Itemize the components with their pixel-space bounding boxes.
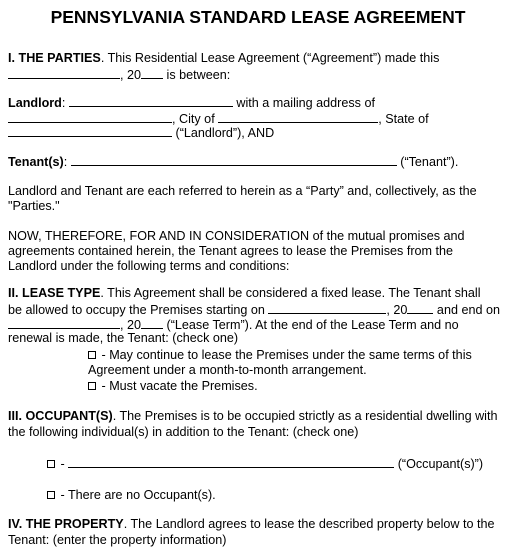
- parties-line-2: [8, 67, 230, 84]
- lease-start-year-field[interactable]: [407, 302, 433, 314]
- landlord-city-field[interactable]: [218, 111, 378, 123]
- tenant-alias: (“Tenant”).: [396, 155, 459, 169]
- consideration-3: Landlord under the following terms and conditions:: [8, 259, 290, 273]
- tenant-line: [8, 154, 458, 171]
- start-text: be allowed to occupy the Premises starting on: [8, 303, 265, 317]
- option1-text: - May continue to lease the Premises under the same terms of this: [98, 348, 472, 362]
- property-line-1: [8, 517, 495, 533]
- party-text-1: Landlord and Tenant are each referred to herein as a “Party” and, collectively, as the: [8, 184, 477, 198]
- end-text: and end on: [433, 303, 500, 317]
- tenant-name-field[interactable]: [71, 154, 397, 166]
- lease-option-2: [88, 379, 258, 395]
- occupants-line-2: the following individual(s) in addition to the Tenant: (check one): [8, 425, 359, 439]
- lease-type-heading: II. LEASE TYPE: [8, 286, 101, 300]
- between-text: is between:: [163, 68, 231, 82]
- party-text-2: "Parties.": [8, 199, 60, 213]
- vacate-checkbox[interactable]: [88, 382, 96, 390]
- occupants-option-2: [47, 488, 216, 504]
- state-text: , State of: [378, 112, 429, 126]
- lease-end-date-field[interactable]: [8, 317, 120, 329]
- landlord-address-field[interactable]: [8, 111, 172, 123]
- property-text: . The Landlord agrees to lease the described property below to the: [123, 517, 495, 531]
- occupants-heading: III. OCCUPANT(S): [8, 409, 113, 423]
- lease-end-year-field[interactable]: [141, 317, 163, 329]
- landlord-colon: :: [61, 96, 66, 110]
- option2-text: - Must vacate the Premises.: [98, 379, 258, 393]
- occupants-names-field[interactable]: [68, 456, 394, 468]
- year-prefix: , 20: [120, 68, 142, 82]
- city-text: , City of: [172, 112, 215, 126]
- occupants-checkbox[interactable]: [47, 460, 55, 468]
- no-occupants-text: - There are no Occupant(s).: [57, 488, 216, 502]
- lease-term-text: (“Lease Term”). At the end of the Lease Term and no: [163, 318, 459, 332]
- lease-start-date-field[interactable]: [268, 302, 386, 314]
- consideration-1: NOW, THEREFORE, FOR AND IN CONSIDERATION of the mutual promises and: [8, 229, 465, 243]
- landlord-alias: (“Landlord”), AND: [172, 126, 275, 140]
- occupants-text: . The Premises is to be occupied strictly as a residential dwelling with: [112, 409, 498, 423]
- occupants-option-1: [47, 456, 483, 473]
- parties-heading: I. THE PARTIES: [8, 51, 101, 65]
- property-heading: IV. THE PROPERTY: [8, 517, 124, 531]
- parties-line-1: [8, 51, 439, 67]
- lease-type-line-1: [8, 286, 481, 302]
- month-to-month-checkbox[interactable]: [88, 351, 96, 359]
- document-title: PENNSYLVANIA STANDARD LEASE AGREEMENT: [50, 7, 466, 27]
- landlord-line-1: [8, 95, 375, 112]
- no-occupants-checkbox[interactable]: [47, 491, 55, 499]
- landlord-line-3: [8, 125, 274, 142]
- occupants-line-1: [8, 409, 497, 425]
- landlord-name-field[interactable]: [69, 95, 233, 107]
- parties-text: . This Residential Lease Agreement (“Agreement”) made this: [100, 51, 440, 65]
- lease-type-text: . This Agreement shall be considered a fixed lease. The Tenant shall: [100, 286, 481, 300]
- agreement-date-field[interactable]: [8, 67, 120, 79]
- lease-option-1: [88, 348, 472, 364]
- property-line-2: Tenant: (enter the property information): [8, 533, 227, 547]
- consideration-2: agreements contained herein, the Tenant agrees to lease the Premises from the: [8, 244, 454, 258]
- mailing-text: with a mailing address of: [232, 96, 375, 110]
- occupants-alias: (“Occupant(s)”): [394, 457, 484, 471]
- tenant-label: Tenant(s): [8, 155, 64, 169]
- occupants-dash: -: [57, 457, 65, 471]
- landlord-state-field[interactable]: [8, 125, 172, 137]
- start-year-prefix: , 20: [386, 303, 408, 317]
- lease-option-1-cont: Agreement under a month-to-month arrangement.: [88, 363, 367, 377]
- lease-type-line-4: renewal is made, the Tenant: (check one): [8, 331, 239, 345]
- landlord-label: Landlord: [8, 96, 62, 110]
- agreement-year-field[interactable]: [141, 67, 163, 79]
- tenant-colon: :: [63, 155, 68, 169]
- end-year-prefix: , 20: [120, 318, 142, 332]
